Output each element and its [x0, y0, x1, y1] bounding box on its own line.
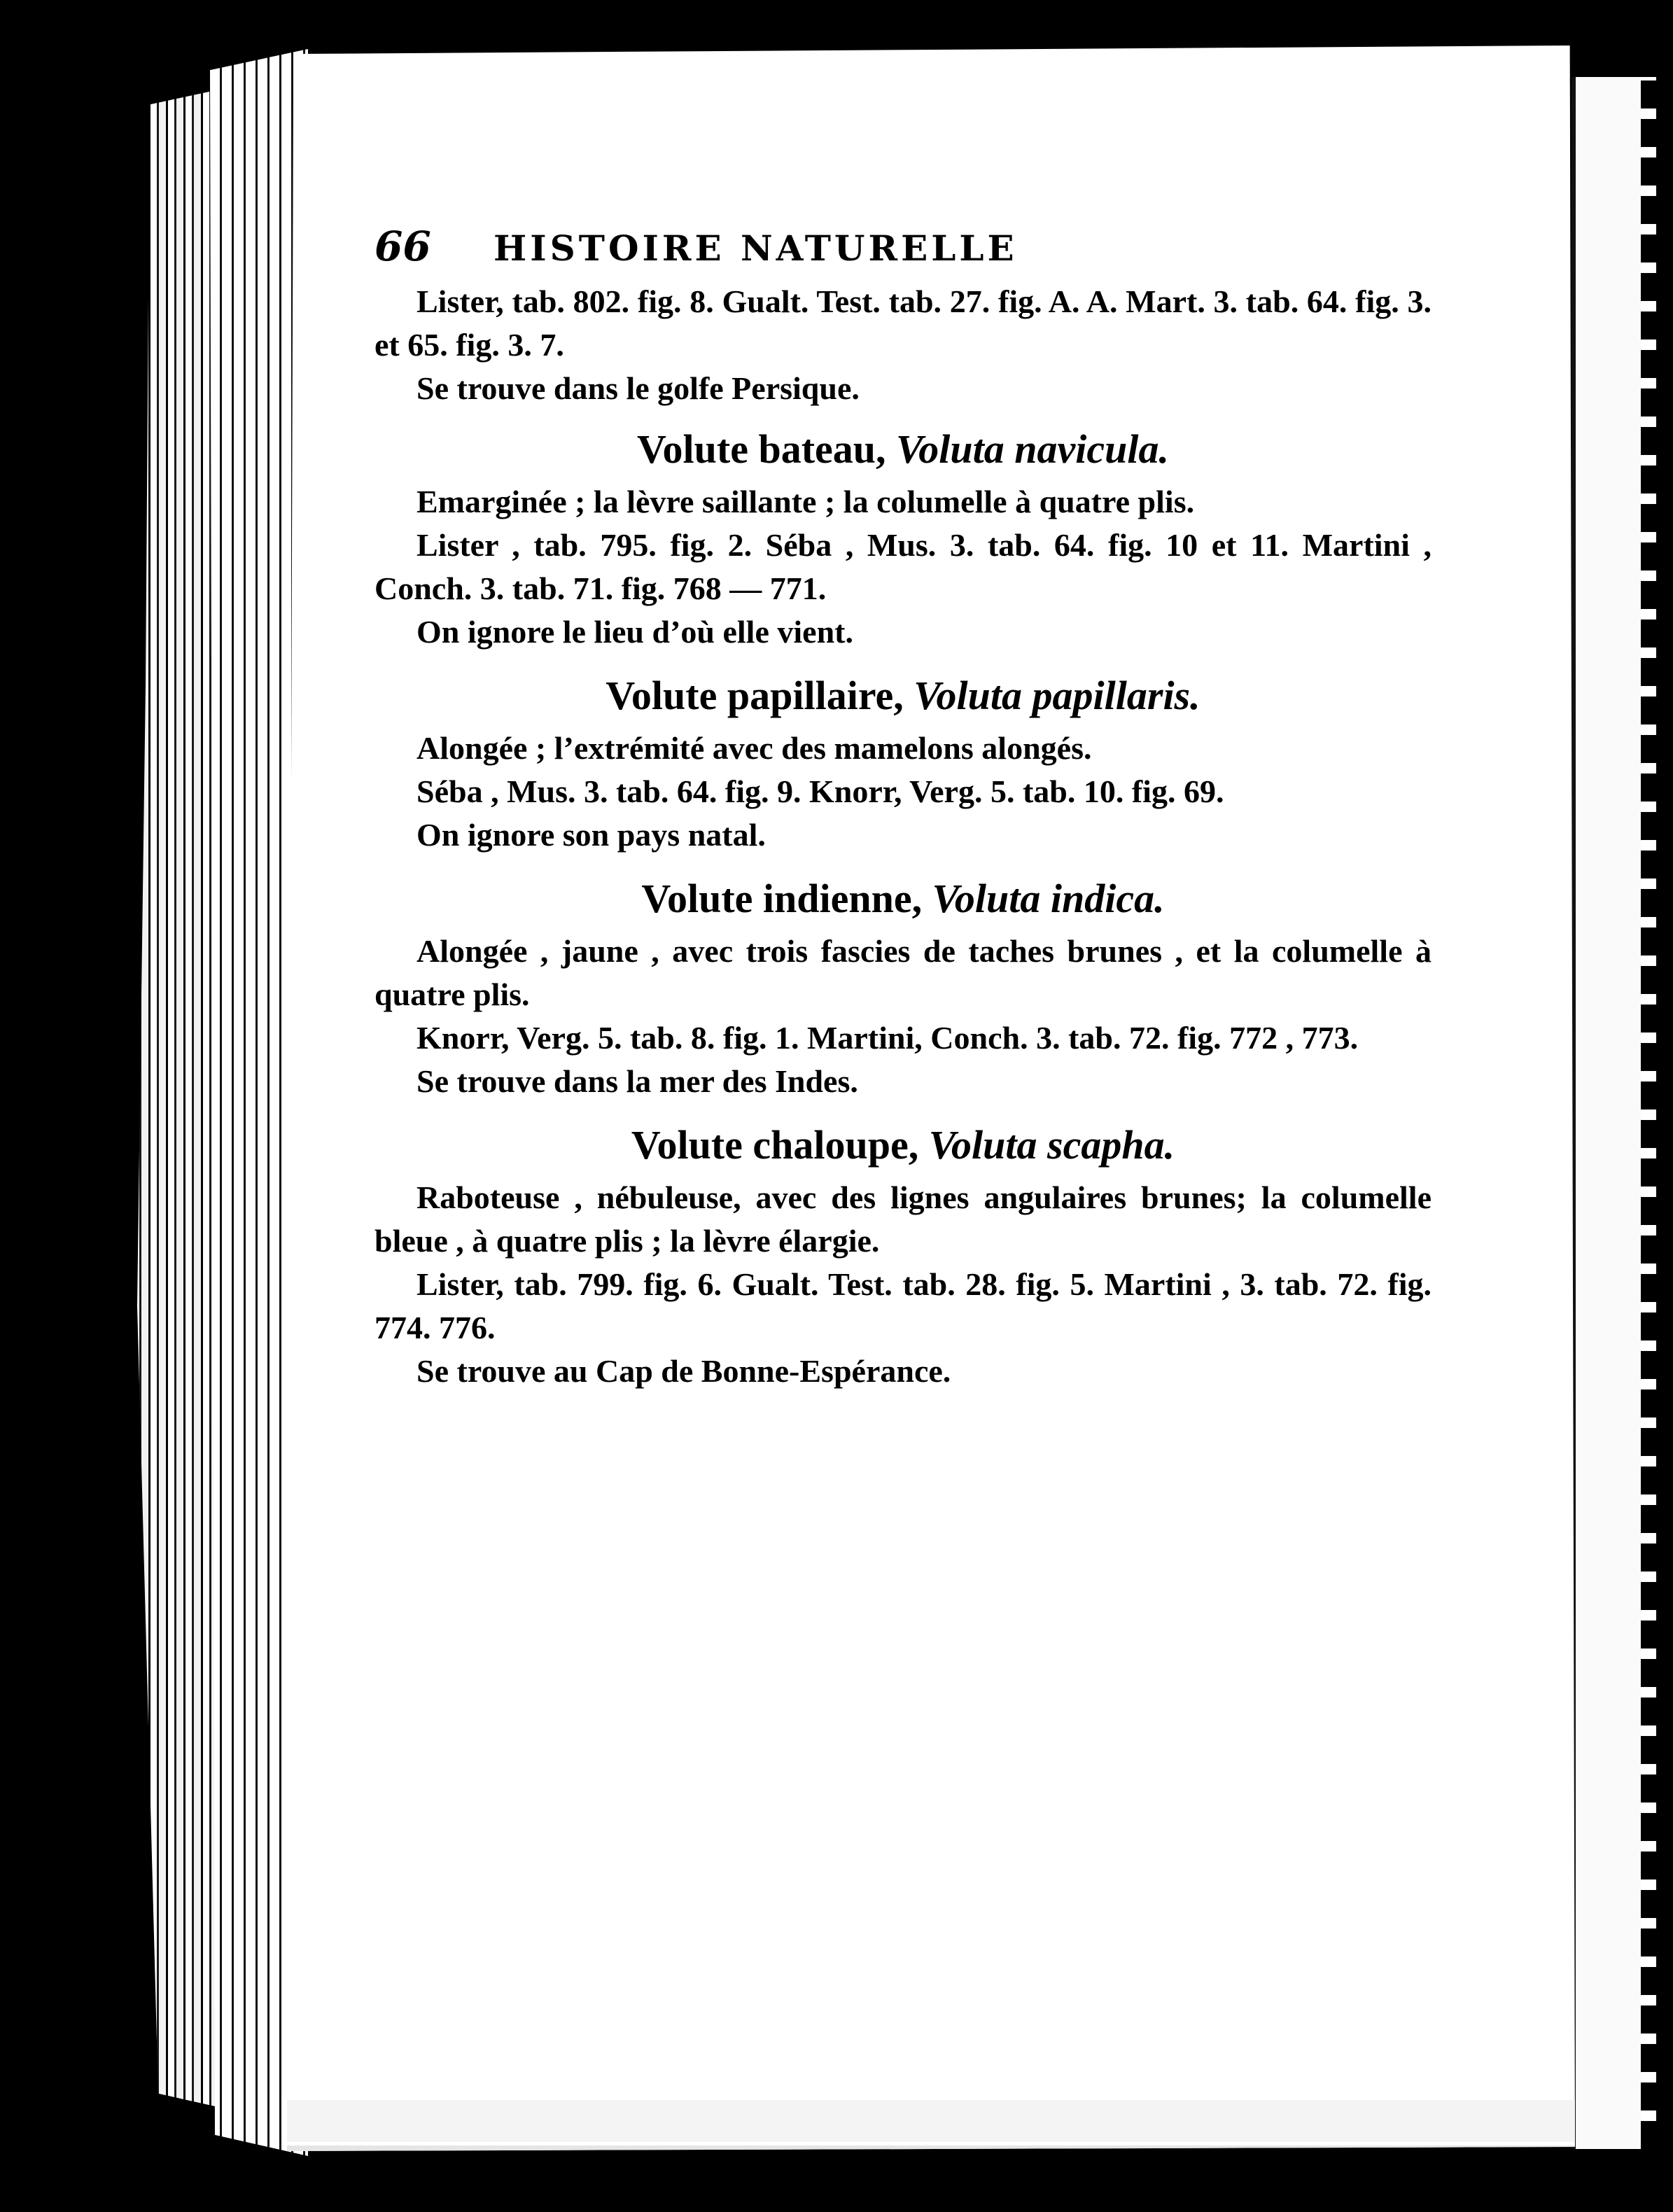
species-latin-name: Voluta navicula.	[896, 426, 1170, 472]
species-entry	[374, 872, 1432, 1103]
species-heading	[374, 872, 1432, 925]
page-content	[374, 223, 1432, 1408]
species-common-name: Volute indienne,	[641, 876, 923, 921]
species-references: Séba , Mus. 3. tab. 64. fig. 9. Knorr, Verg. 5. tab. 10. fig. 69.	[416, 774, 1224, 809]
species-locality: On ignore son pays natal.	[416, 817, 766, 853]
species-heading	[374, 1119, 1432, 1172]
species-heading	[374, 669, 1432, 722]
species-entry	[374, 1119, 1432, 1393]
species-references: Knorr, Verg. 5. tab. 8. fig. 1. Martini, Conch. 3. tab. 72. fig. 772 , 773.	[416, 1020, 1359, 1056]
species-description: Alongée , jaune , avec trois fascies de taches brunes , et la columelle à quatre plis.	[374, 933, 1432, 1012]
species-entry	[374, 423, 1432, 654]
species-heading	[374, 423, 1432, 476]
species-locality: Se trouve au Cap de Bonne-Espérance.	[416, 1353, 951, 1389]
species-latin-name: Voluta scapha.	[928, 1122, 1175, 1168]
species-entry	[374, 669, 1432, 857]
species-common-name: Volute chaloupe,	[631, 1122, 919, 1168]
species-latin-name: Voluta indica.	[932, 876, 1165, 921]
continuation-block	[374, 280, 1432, 410]
species-locality: On ignore le lieu d’où elle vient.	[416, 614, 853, 650]
continuation-references: Lister, tab. 802. fig. 8. Gualt. Test. tab. 27. fig. A. A. Mart. 3. tab. 64. fig. 3. et 65. fig. 3. 7.	[374, 284, 1432, 363]
continuation-locality: Se trouve dans le golfe Persique.	[416, 370, 860, 406]
species-description: Emarginée ; la lèvre saillante ; la columelle à quatre plis.	[416, 484, 1195, 519]
running-header	[374, 223, 1432, 280]
species-common-name: Volute papillaire,	[606, 673, 904, 718]
species-common-name: Volute bateau,	[636, 426, 886, 472]
species-latin-name: Voluta papillaris.	[913, 673, 1200, 718]
species-references: Lister , tab. 795. fig. 2. Séba , Mus. 3. tab. 64. fig. 10 et 11. Martini , Conch. 3. tab. 71. fig. 768 — 771.	[374, 527, 1432, 606]
page-number: 66	[374, 223, 431, 270]
species-references: Lister, tab. 799. fig. 6. Gualt. Test. tab. 28. fig. 5. Martini , 3. tab. 72. fig. 774. 776.	[374, 1266, 1432, 1345]
page-bottom-margin	[287, 2100, 1575, 2142]
species-description: Raboteuse , nébuleuse, avec des lignes angulaires brunes; la columelle bleue , à quatre plis ; la lèvre élargie.	[374, 1180, 1432, 1259]
facing-page-edge	[1572, 77, 1656, 2149]
running-title: HISTOIRE NATURELLE	[493, 227, 1018, 269]
species-description: Alongée ; l’extrémité avec des mamelons alongés.	[416, 730, 1092, 766]
species-locality: Se trouve dans la mer des Indes.	[416, 1063, 858, 1099]
